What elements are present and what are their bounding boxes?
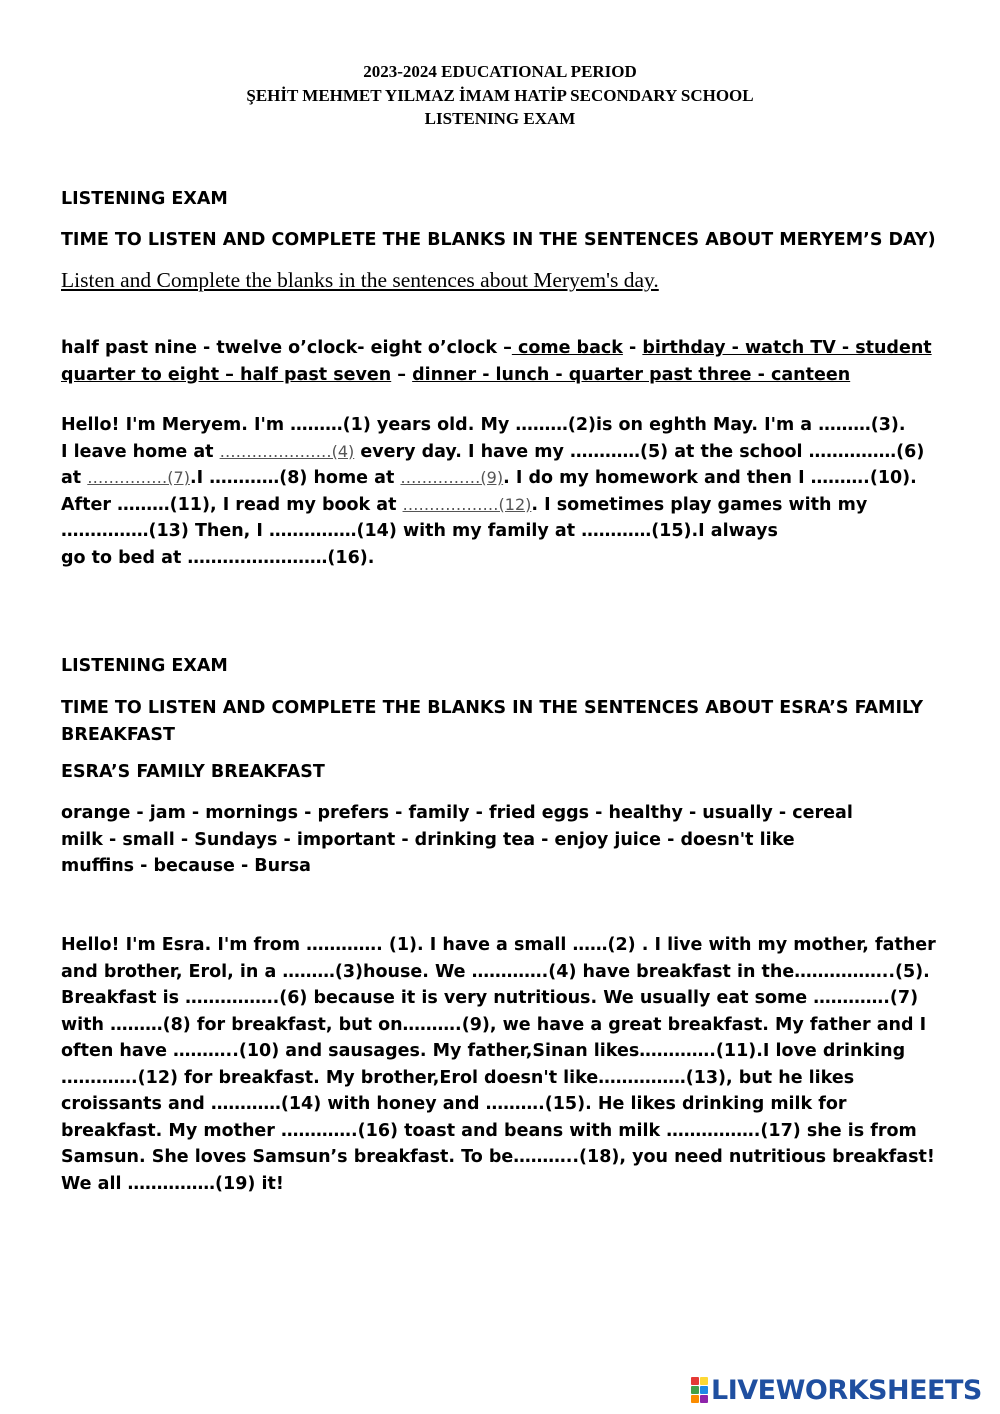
blank-9[interactable]: ……………(9) [400, 468, 504, 487]
paragraph-line: Samsun. She loves Samsun’s breakfast. To be………..(18), you need nutritious breakfast! [61, 1147, 935, 1167]
paragraph-line: breakfast. My mother ………….(16) toast and beans with milk …………….(17) she is from [61, 1120, 917, 1141]
section2-label: LISTENING EXAM [61, 656, 228, 676]
logo-square [700, 1377, 708, 1385]
word-bank-line: milk - small - Sundays - important - drinking tea - enjoy juice - doesn't like [61, 829, 795, 850]
paragraph-line: ……………(13) Then, I ……………(14) with my family at …………(15).I always [61, 521, 778, 541]
word-bank-line: half past nine - twelve o’clock- eight o’clock – come back - birthday - watch TV - student [61, 338, 932, 358]
liveworksheets-logo-icon [691, 1377, 708, 1403]
liveworksheets-logo[interactable] [691, 1375, 982, 1405]
header-school: ŞEHİT MEHMET YILMAZ İMAM HATİP SECONDARY SCHOOL [246, 86, 754, 105]
word-bank-line: quarter to eight – half past seven – dinner - lunch - quarter past three - canteen [61, 364, 851, 385]
blank-4[interactable]: …………………(4) [219, 441, 355, 461]
section1-instruction: TIME TO LISTEN AND COMPLETE THE BLANKS IN THE SENTENCES ABOUT MERYEM’S DAY) [61, 230, 936, 250]
paragraph-line: croissants and …………(14) with honey and ……….(15). He likes drinking milk for [61, 1094, 847, 1114]
blank-7[interactable]: ……………(7) [87, 468, 190, 487]
paragraph-line: at ……………(7).I …………(8) home at ……………(9). I do my homework and then I ……….(10). [61, 468, 917, 488]
word-bank-line: muffins - because - Bursa [61, 856, 311, 876]
header-period: 2023-2024 EDUCATIONAL PERIOD [363, 62, 637, 81]
paragraph-line: Hello! I'm Esra. I'm from …………. (1). I have a small ……(2) . I live with my mother, father [61, 935, 936, 955]
paragraph-line: with ………(8) for breakfast, but on……….(9), we have a great breakfast. My father and I [61, 1014, 927, 1035]
logo-text: LIVEWORKSHEETS [711, 1374, 982, 1406]
logo-square [691, 1377, 699, 1385]
section1-word-bank [61, 335, 932, 388]
logo-square [691, 1395, 699, 1403]
paragraph-line: I leave home at …………………(4) every day. I have my …………(5) at the school ……………(6) [61, 441, 925, 462]
logo-square [700, 1386, 708, 1394]
logo-square [691, 1386, 699, 1394]
section2-subtitle: ESRA’S FAMILY BREAKFAST [61, 762, 325, 782]
section1-paragraph [61, 412, 924, 571]
word-bank-line: orange - jam - mornings - prefers - family - fried eggs - healthy - usually - cereal [61, 803, 853, 823]
paragraph-line: Hello! I'm Meryem. I'm ………(1) years old. My ………(2)is on eghth May. I'm a ………(3). [61, 415, 906, 435]
section2-word-bank [61, 800, 853, 880]
section2-paragraph [61, 932, 936, 1197]
paragraph-line: often have ………..(10) and sausages. My father,Sinan likes………….(11).I love drinking [61, 1041, 906, 1061]
header-exam: LISTENING EXAM [424, 109, 576, 128]
paragraph-line: Breakfast is …………….(6) because it is very nutritious. We usually eat some ………….(7) [61, 988, 919, 1008]
blank-12[interactable]: ………………(12) [402, 494, 532, 514]
section2-instruction: TIME TO LISTEN AND COMPLETE THE BLANKS IN THE SENTENCES ABOUT ESRA’S FAMILY BREAKFAST [61, 698, 924, 745]
paragraph-line: We all ……………(19) it! [61, 1173, 284, 1194]
paragraph-line: go to bed at ……………………(16). [61, 547, 375, 568]
paragraph-line: After ………(11), I read my book at ………………(12). I sometimes play games with my [61, 494, 868, 515]
section1-title: Listen and Complete the blanks in the sentences about Meryem's day. [61, 268, 659, 292]
logo-square [700, 1395, 708, 1403]
section1-label: LISTENING EXAM [61, 189, 228, 209]
paragraph-line: and brother, Erol, in a ………(3)house. We ………….(4) have breakfast in the……………..(5). [61, 961, 930, 982]
paragraph-line: ………….(12) for breakfast. My brother,Erol doesn't like……………(13), but he likes [61, 1067, 855, 1088]
